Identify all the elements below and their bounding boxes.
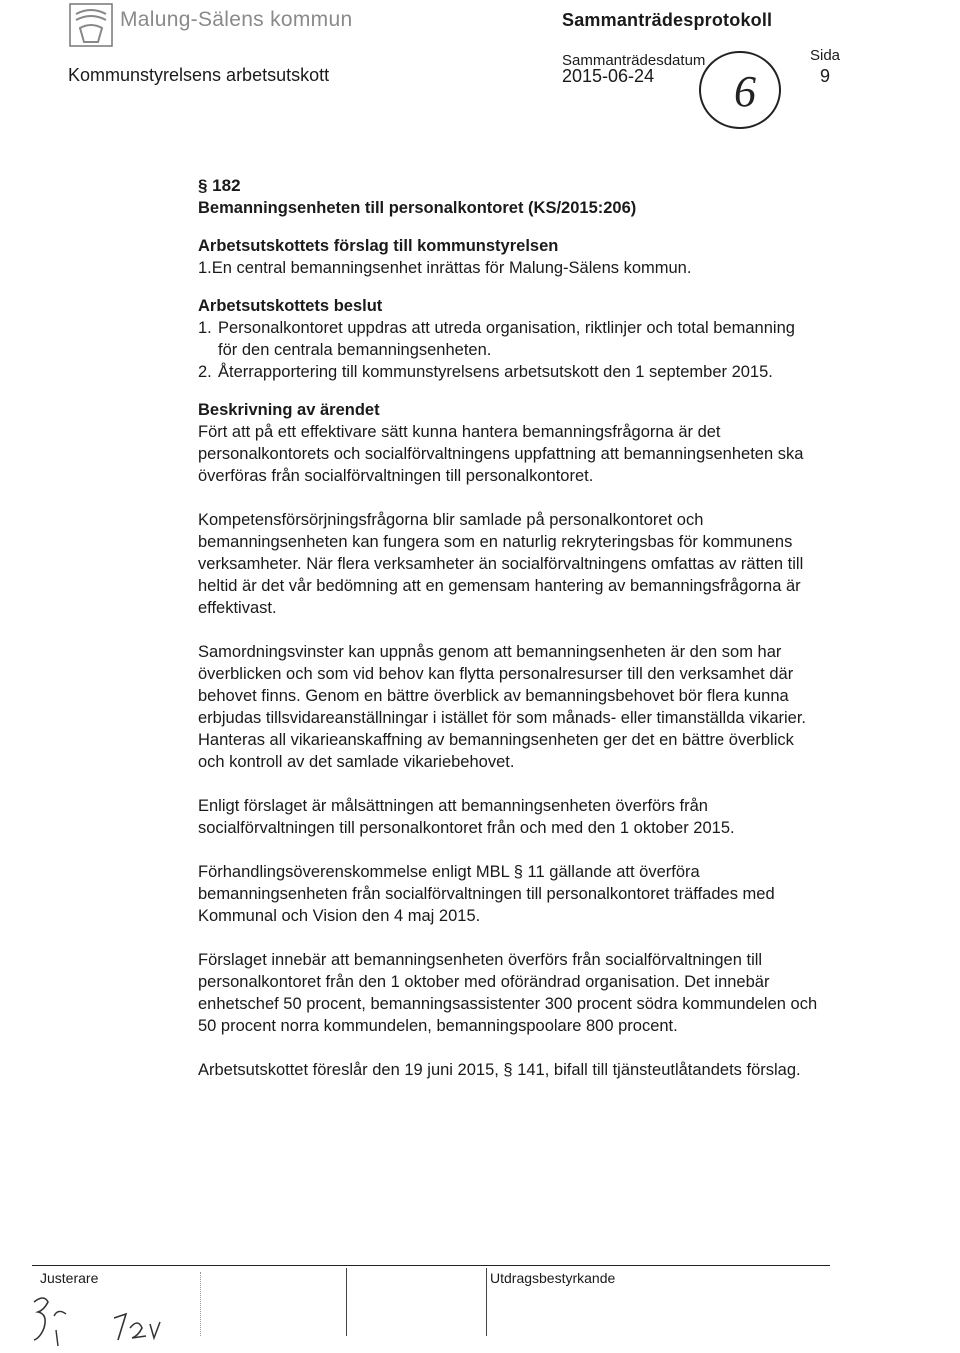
- handwritten-page-stamp: [694, 46, 790, 132]
- municipality-logo: [68, 2, 114, 48]
- meeting-date-label: Sammanträdesdatum: [562, 52, 706, 69]
- meeting-date: 2015-06-24: [562, 66, 655, 86]
- description-paragraph: Fört att på ett effektivare sätt kunna hantera bemanningsfrågorna är det personalkontorets och socialförvaltningens uppfattning att bemanningsenheten ska överföras från socialförvaltningen till personalkontoret.: [198, 423, 804, 485]
- decision-list: [198, 317, 818, 383]
- description-paragraph: Samordningsvinster kan uppnås genom att bemanningsenheten är den som har överblicken och som vid behov kan flytta personalresurser till den verksamhet där behovet finns. Genom en bättre överblick av bemanningsbehovet bör flera kunna erbjudas tillsvidareanställningar i istället för som månads- eller timanställda vikarier. Hanteras all vikarieanskaffning av bemanningsenheten ger det en bättre överblick och kontroll av det samlade vikariebehovet.: [198, 643, 807, 771]
- handwritten-initials-signature: [30, 1288, 200, 1350]
- footer-column-divider: [486, 1268, 487, 1336]
- utdragsbestyrkande-label: Utdragsbestyrkande: [490, 1270, 616, 1286]
- section-title: Bemanningsenheten till personalkontoret (KS/2015:206): [198, 199, 637, 217]
- decision-heading: Arbetsutskottets beslut: [198, 297, 383, 315]
- page-number: 9: [820, 66, 831, 86]
- footer-divider: [32, 1265, 830, 1266]
- decision-item: 1. Personalkontoret uppdras att utreda organisation, riktlinjer och total bemanning för den centrala bemanningsenheten.: [198, 319, 795, 359]
- organization-name: Malung-Sälens kommun: [120, 8, 353, 31]
- protocol-body: [198, 175, 818, 1081]
- proposal-item: 1.En central bemanningsenhet inrättas för Malung-Sälens kommun.: [198, 259, 692, 277]
- proposal-heading: Arbetsutskottets förslag till kommunstyrelsen: [198, 237, 559, 255]
- footer-column-divider: [346, 1268, 347, 1336]
- committee-name: Kommunstyrelsens arbetsutskott: [68, 65, 330, 85]
- description-heading: Beskrivning av ärendet: [198, 401, 380, 419]
- decision-item: 2. Återrapportering till kommunstyrelsens arbetsutskott den 1 september 2015.: [198, 363, 773, 381]
- section-number: § 182: [198, 176, 241, 195]
- document-type: Sammanträdesprotokoll: [562, 10, 773, 30]
- footer-dotted-divider: [200, 1272, 201, 1336]
- svg-text:6: 6: [734, 67, 756, 116]
- page-label: Sida: [810, 47, 841, 64]
- description-paragraph: Kompetensförsörjningsfrågorna blir samlade på personalkontoret och bemanningsenheten kan fungera som en naturlig rekryteringsbas för kommunens verksamheter. När flera verksamheter än socialförvaltningens omfattas av rätten till heltid är det vår bedömning att en gemensam hantering av bemanningsfrågorna är effektivast.: [198, 511, 804, 617]
- description-paragraph: Enligt förslaget är målsättningen att bemanningsenheten överförs från socialförvaltningen till personalkontoret från och med den 1 oktober 2015.: [198, 797, 735, 837]
- description-paragraph: Arbetsutskottet föreslår den 19 juni 2015, § 141, bifall till tjänsteutlåtandets förslag.: [198, 1061, 801, 1079]
- justerare-label: Justerare: [40, 1270, 99, 1286]
- description-paragraph: Förhandlingsöverenskommelse enligt MBL § 11 gällande att överföra bemanningsenheten från socialförvaltningen till personalkontoret träffades med Kommunal och Vision den 4 maj 2015.: [198, 863, 775, 925]
- description-paragraph: Förslaget innebär att bemanningsenheten överförs från socialförvaltningen till personalkontoret från den 1 oktober med oförändrad organisation. Det innebär enhetschef 50 procent, bemanningsassistenter 300 procent södra kommundelen och 50 procent norra kommundelen, bemanningspoolare 800 procent.: [198, 951, 818, 1035]
